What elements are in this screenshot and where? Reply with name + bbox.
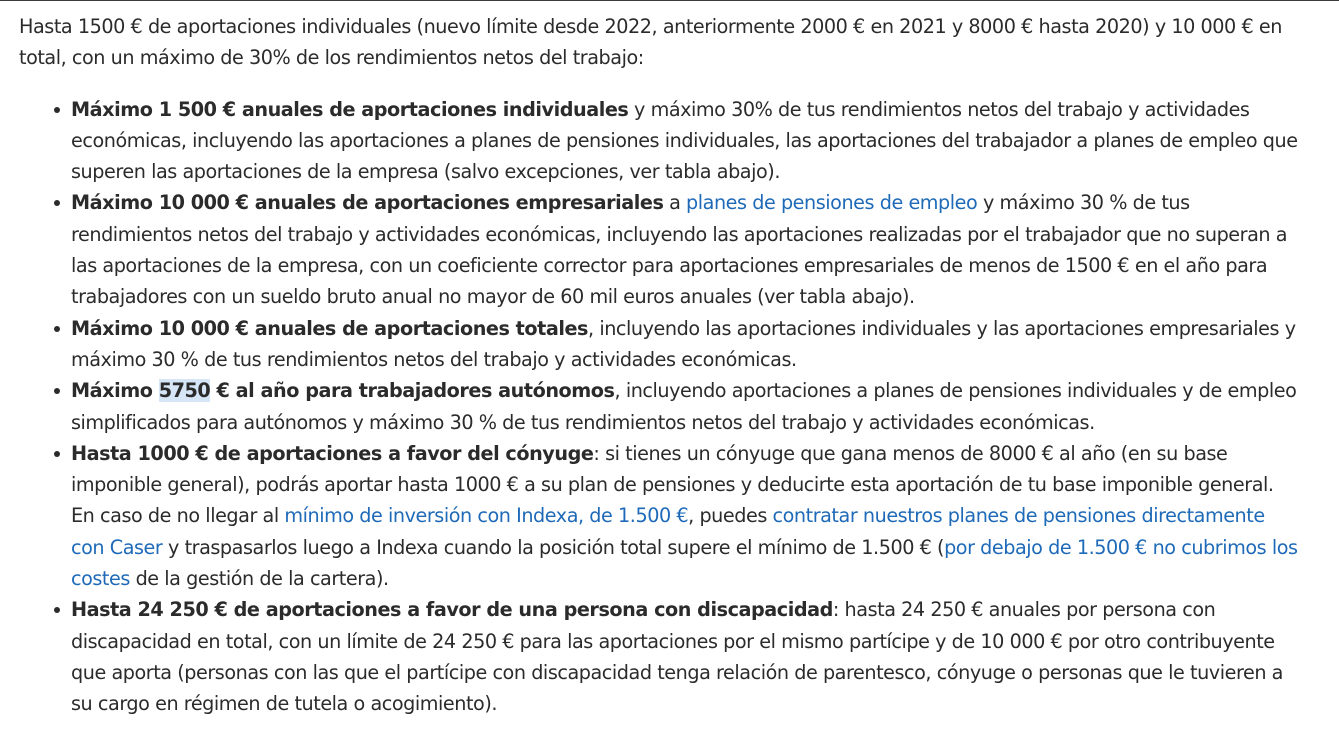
item-heading: Hasta 24 250 € de aportaciones a favor de una persona con discapacidad [71, 598, 833, 622]
bullet-icon [54, 200, 60, 206]
bullet-icon [54, 107, 60, 113]
heading-part: Máximo [71, 379, 159, 403]
item-heading: Hasta 1000 € de aportaciones a favor del cónyuge [71, 441, 594, 465]
list-item [71, 187, 1319, 312]
highlighted-amount: 5750 [158, 379, 211, 403]
list-item [71, 313, 1319, 376]
item-heading: Máximo 10 000 € anuales de aportaciones totales [71, 316, 589, 340]
bullet-icon [54, 326, 60, 332]
item-text: , incluyendo aportaciones a planes de pensiones individuales y de empleo simplificados para autónomos y máximo 30 % de tus rendimientos netos del trabajo y actividades económicas. [71, 379, 1297, 434]
item-text: y traspasarlos luego a Indexa cuando la posición total supere el mínimo de 1.500 € ( [162, 535, 945, 559]
item-text: , incluyendo las aportaciones individuales y las aportaciones empresariales y máximo 30 % de tus rendimientos netos del trabajo y actividades económicas. [71, 316, 1296, 371]
item-text: y máximo 30 % de tus rendimientos netos del trabajo y actividades económicas, incluyendo las aportaciones realizadas por el trabajador que no superan a las aportaciones de la empresa, con un coeficiente corrector para aportaciones empresariales de menos de 1500 € en el año para trabajadores con un sueldo bruto anual no mayor de 60 mil euros anuales (ver tabla abajo). [71, 191, 1288, 309]
list-item [71, 94, 1319, 188]
item-text: de la gestión de la cartera). [129, 567, 389, 591]
list-item [71, 375, 1319, 438]
costes-link[interactable]: por debajo de 1.500 € no cubrimos los costes [71, 535, 1298, 591]
bullet-icon [54, 451, 60, 457]
item-heading [71, 379, 615, 402]
item-text: : si tienes un cónyuge que gana menos de 8000 € al año (en su base imponible general), podrás aportar hasta 1000 € a su plan de pensiones y deducirte esta aportación de tu base imponible general. En caso de no llegar al [71, 441, 1274, 528]
minimo-inversion-link[interactable]: mínimo de inversión con Indexa, de 1.500 € [284, 504, 689, 528]
list-item [71, 594, 1319, 719]
article-content [0, 1, 1319, 720]
item-heading: Máximo 1 500 € anuales de aportaciones individuales [71, 97, 629, 121]
bullet-icon [54, 607, 60, 613]
heading-part: € al año para trabajadores autónomos [210, 379, 615, 403]
planes-empleo-link[interactable]: planes de pensiones de empleo [686, 191, 978, 215]
contribution-limits-list [19, 94, 1319, 720]
item-text: a [663, 191, 687, 215]
list-item [71, 438, 1319, 594]
item-text: y máximo 30% de tus rendimientos netos del trabajo y actividades económicas, incluyendo las aportaciones a planes de pensiones individuales, las aportaciones del trabajador a planes de empleo que superen las aportaciones de la empresa (salvo excepciones, ver tabla abajo). [71, 97, 1298, 184]
bullet-icon [54, 388, 60, 394]
item-heading: Máximo 10 000 € anuales de aportaciones empresariales [71, 191, 664, 215]
item-text: : hasta 24 250 € anuales por persona con discapacidad en total, con un límite de 24 250 € para las aportaciones por el mismo partícipe y de 10 000 € por otro contribuyente que aporta (personas con las que el partícipe con discapacidad tenga relación de parentesco, cónyuge o personas que le tuvieren a su cargo en régimen de tutela o acogimiento). [71, 598, 1283, 716]
contratar-planes-caser-link[interactable]: contratar nuestros planes de pensiones directamente con Caser [71, 504, 1265, 559]
intro-paragraph: Hasta 1500 € de aportaciones individuales (nuevo límite desde 2022, anteriormente 2000 € en 2021 y 8000 € hasta 2020) y 10 000 € en total, con un máximo de 30% de los rendimientos netos del trabajo: [19, 15, 1282, 70]
item-text: , puedes [688, 504, 773, 528]
